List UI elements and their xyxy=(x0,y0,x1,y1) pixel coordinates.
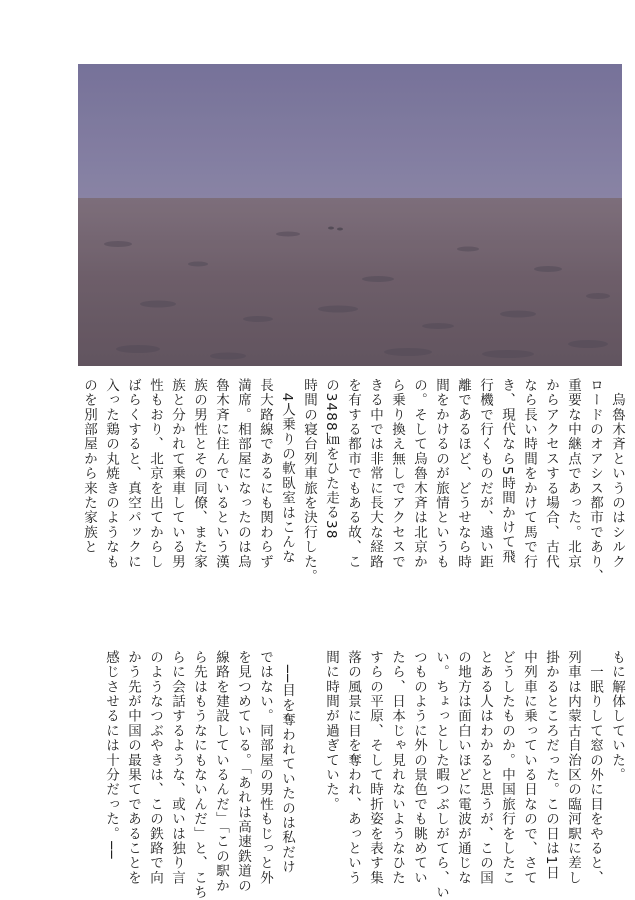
steppe-photo xyxy=(78,64,622,366)
article-text-lower: もに解体していた。 一眠りして窓の外に目をやると、 列車は内蒙古自治区の臨河駅に差し 掛かるところだった。この日は1日 中列車に乗っている日なので、さて どうしたものか。中国旅行をしたこ とある人はわかると思うが、この国 の地方は面白いほどに電波が通じな い。ちょっとした暇つぶしがてら、い つものように外の景色でも眺めてい たら、日本じゃ見れないようなひた すらの平原、そして時折姿を表す集 落の風景に目を奪われ、あっという 間に時間が過ぎていた。 ──目を奪われていたのは私だけ ではない。同部屋の男性もじっと外 を見つめている。「あれは高速鉄道の 線路を建設しているんだ」「この駅か ら先はもうなにもないんだ」と、こち らに会話するような、或いは独り言 のようなつぶやきは、この鉄路で向 かう先が中国の最果てであることを 感じさせるには十分だった。── xyxy=(103,650,625,900)
article-text-upper: 烏魯木斉というのはシルク ロードのオアシス都市であり、 重要な中継点であった。北京 からアクセスする場合、古代 なら長い時間をかけて馬で行 き、現代なら5時間かけて飛 行機で行くものだが、遠い距 離であるほど、どうせなら時 間をかけるのが旅情というも の。そして烏魯木斉は北京か ら乗り換え無しでアクセスで きる中では非常に長大な経路 を有する都市でもある故、こ の3488㎞をひた走る38 時間の寝台列車旅を決行した。 4人乗りの軟臥室はこんな 長大路線であるにも関わらず 満席。相部屋になったのは烏 魯木斉に住んでいるという漢 族の男性とその同僚、また家 族と分かれて乗車している男 性もおり、北京を出てからし ばらくすると、真空パックに 入った鶏の丸焼きのようなも のを別部屋から来た家族と xyxy=(81,378,625,584)
article-body xyxy=(76,378,628,900)
steppe-landscape-image xyxy=(78,64,622,366)
